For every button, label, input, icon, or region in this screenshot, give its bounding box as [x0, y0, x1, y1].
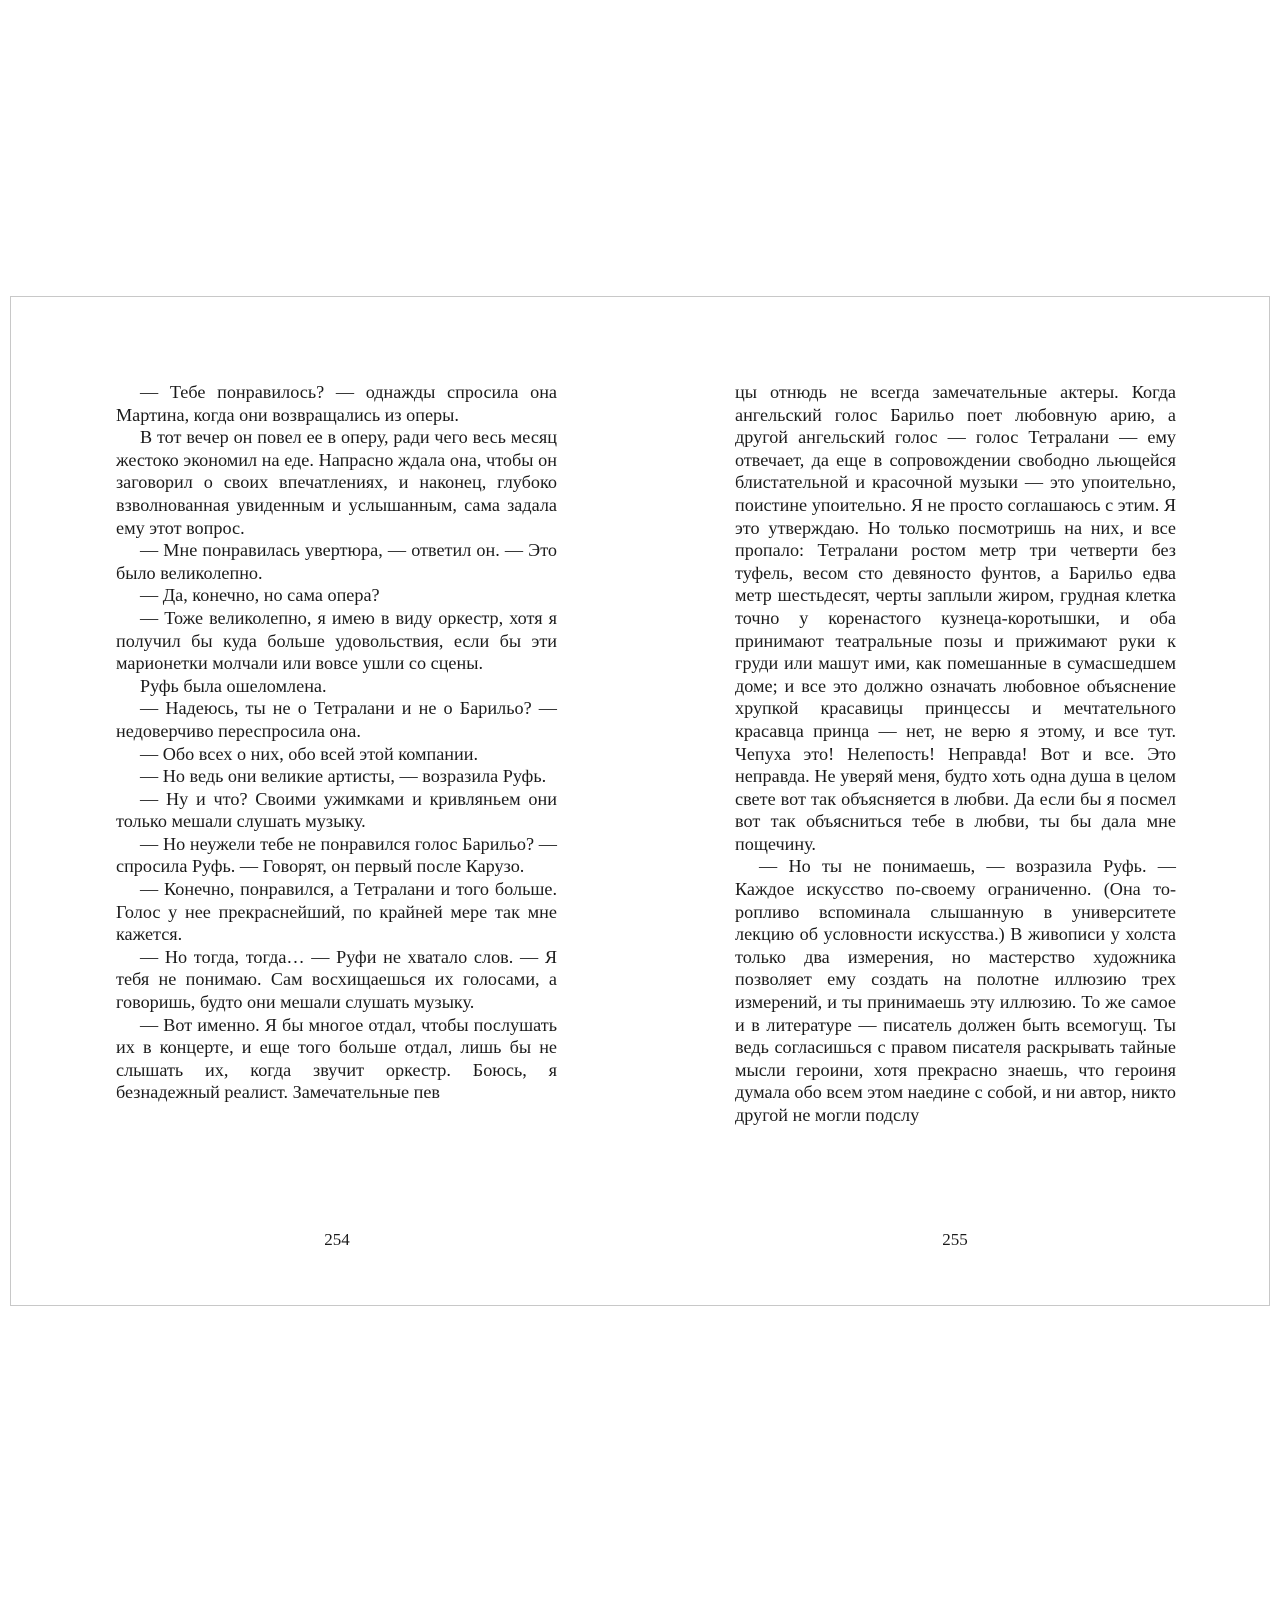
paragraph: — Но ты не понимаешь, — возразила Руфь. — Каждое искусство по-своему ограниченно. (Она торопливо вспоминала слышанную в университете лекцию об условности искусства.) В живописи у холста только два измерения, но мастерство художника позволяет ему создать на полотне иллюзию трех измерений, и ты принимаешь эту иллюзию. То же самое и в литературе — писатель должен быть всемогущ. Ты ведь согласишься с правом писателя раскрывать тайные мысли героини, хотя прекрасно знаешь, что героиня думала обо всем этом наедине с собой, и ни автор, никто другой не могли подслу	[735, 856, 1176, 1125]
left-page-text	[116, 381, 557, 1104]
book-spread	[10, 296, 1270, 1306]
paragraph: — Вот именно. Я бы многое отдал, чтобы послушать их в концерте, и еще того больше отдал, лишь бы не слышать их, когда звучит оркестр. Боюсь, я безнадежный реалист. Замечательные пев	[116, 1014, 557, 1103]
paragraph: В тот вечер он повел ее в оперу, ради чего весь месяц жестоко экономил на еде. Напрасно ждала она, чтобы он заговорил о своих впечатлениях, и наконец, глубоко взволнованная увиденным и услышанным, сама задала ему этот вопрос.	[116, 427, 557, 538]
paragraph: цы отнюдь не всегда замечательные актеры. Когда ангельский голос Барильо поет любовную арию, а другой ангельский голос — голос Тетралани — ему отвечает, да еще в сопровождении свободно льющейся блистательной и красочной музыки — это упоительно, поистине упоительно. Я не просто соглашаюсь с этим. Я это утверждаю. Но только посмотришь на них, и все пропало: Тетралани ростом метр три четверти без туфель, весом сто девяносто фунтов, а Барильо едва метр шестьдесят, черты заплыли жиром, грудная клетка точно у коренастого кузнеца-коротышки, и оба принимают театральные позы и прижимают руки к груди или машут ими, как помешанные в сумасшедшем доме; и все это должно означать любовное объяснение хрупкой красавицы принцессы и мечтательного красавца принца — нет, не верю я этому, и все тут. Чепуха это! Нелепость! Неправда! Вот и все. Это неправда. Не уверяй меня, будто хоть одна душа в целом свете вот так объясняется в любви. Да если бы я посмел вот так объясниться тебе в любви, ты бы дала мне пощечину.	[735, 382, 1176, 854]
paragraph: — Но тогда, тогда… — Руфи не хватало слов. — Я тебя не понимаю. Сам восхищаешься их голосами, а говоришь, будто они мешали слушать музыку.	[116, 946, 557, 1013]
right-page-text	[735, 381, 1176, 1127]
paragraph: — Да, конечно, но сама опера?	[140, 585, 380, 606]
page-number: 255	[942, 1230, 968, 1249]
paragraph: — Обо всех о них, обо всей этой компании.	[140, 743, 479, 764]
paragraph: Руфь была ошеломлена.	[140, 675, 327, 696]
paragraph: — Мне понравилась увертюра, — ответил он. — Это было великолепно.	[116, 540, 557, 583]
paragraph: — Ну и что? Своими ужимками и кривляньем они только мешали слушать музыку.	[116, 788, 557, 832]
paragraph: — Но неужели тебе не понравился голос Барильо? — спросила Руфь. — Говорят, он первый после Карузо.	[116, 833, 557, 877]
paragraph: — Тебе понравилось? — однажды спросила она Мартина, когда они возвращались из оперы.	[116, 382, 557, 425]
page-number: 254	[324, 1230, 350, 1249]
left-page	[11, 297, 641, 1305]
paragraph: — Но ведь они великие артисты, — возразила Руфь.	[140, 766, 547, 787]
paragraph: — Надеюсь, ты не о Тетралани и не о Барильо? — недоверчиво переспросила она.	[116, 698, 557, 741]
paragraph: — Тоже великолепно, я имею в виду оркестр, хотя я получил бы куда больше удовольствия, если бы эти марионетки молчали или вовсе ушли со сцены.	[116, 607, 557, 674]
paragraph: — Конечно, понравился, а Тетралани и того больше. Голос у нее прекраснейший, по крайней мере так мне кажется.	[116, 879, 557, 945]
right-page	[641, 297, 1271, 1305]
